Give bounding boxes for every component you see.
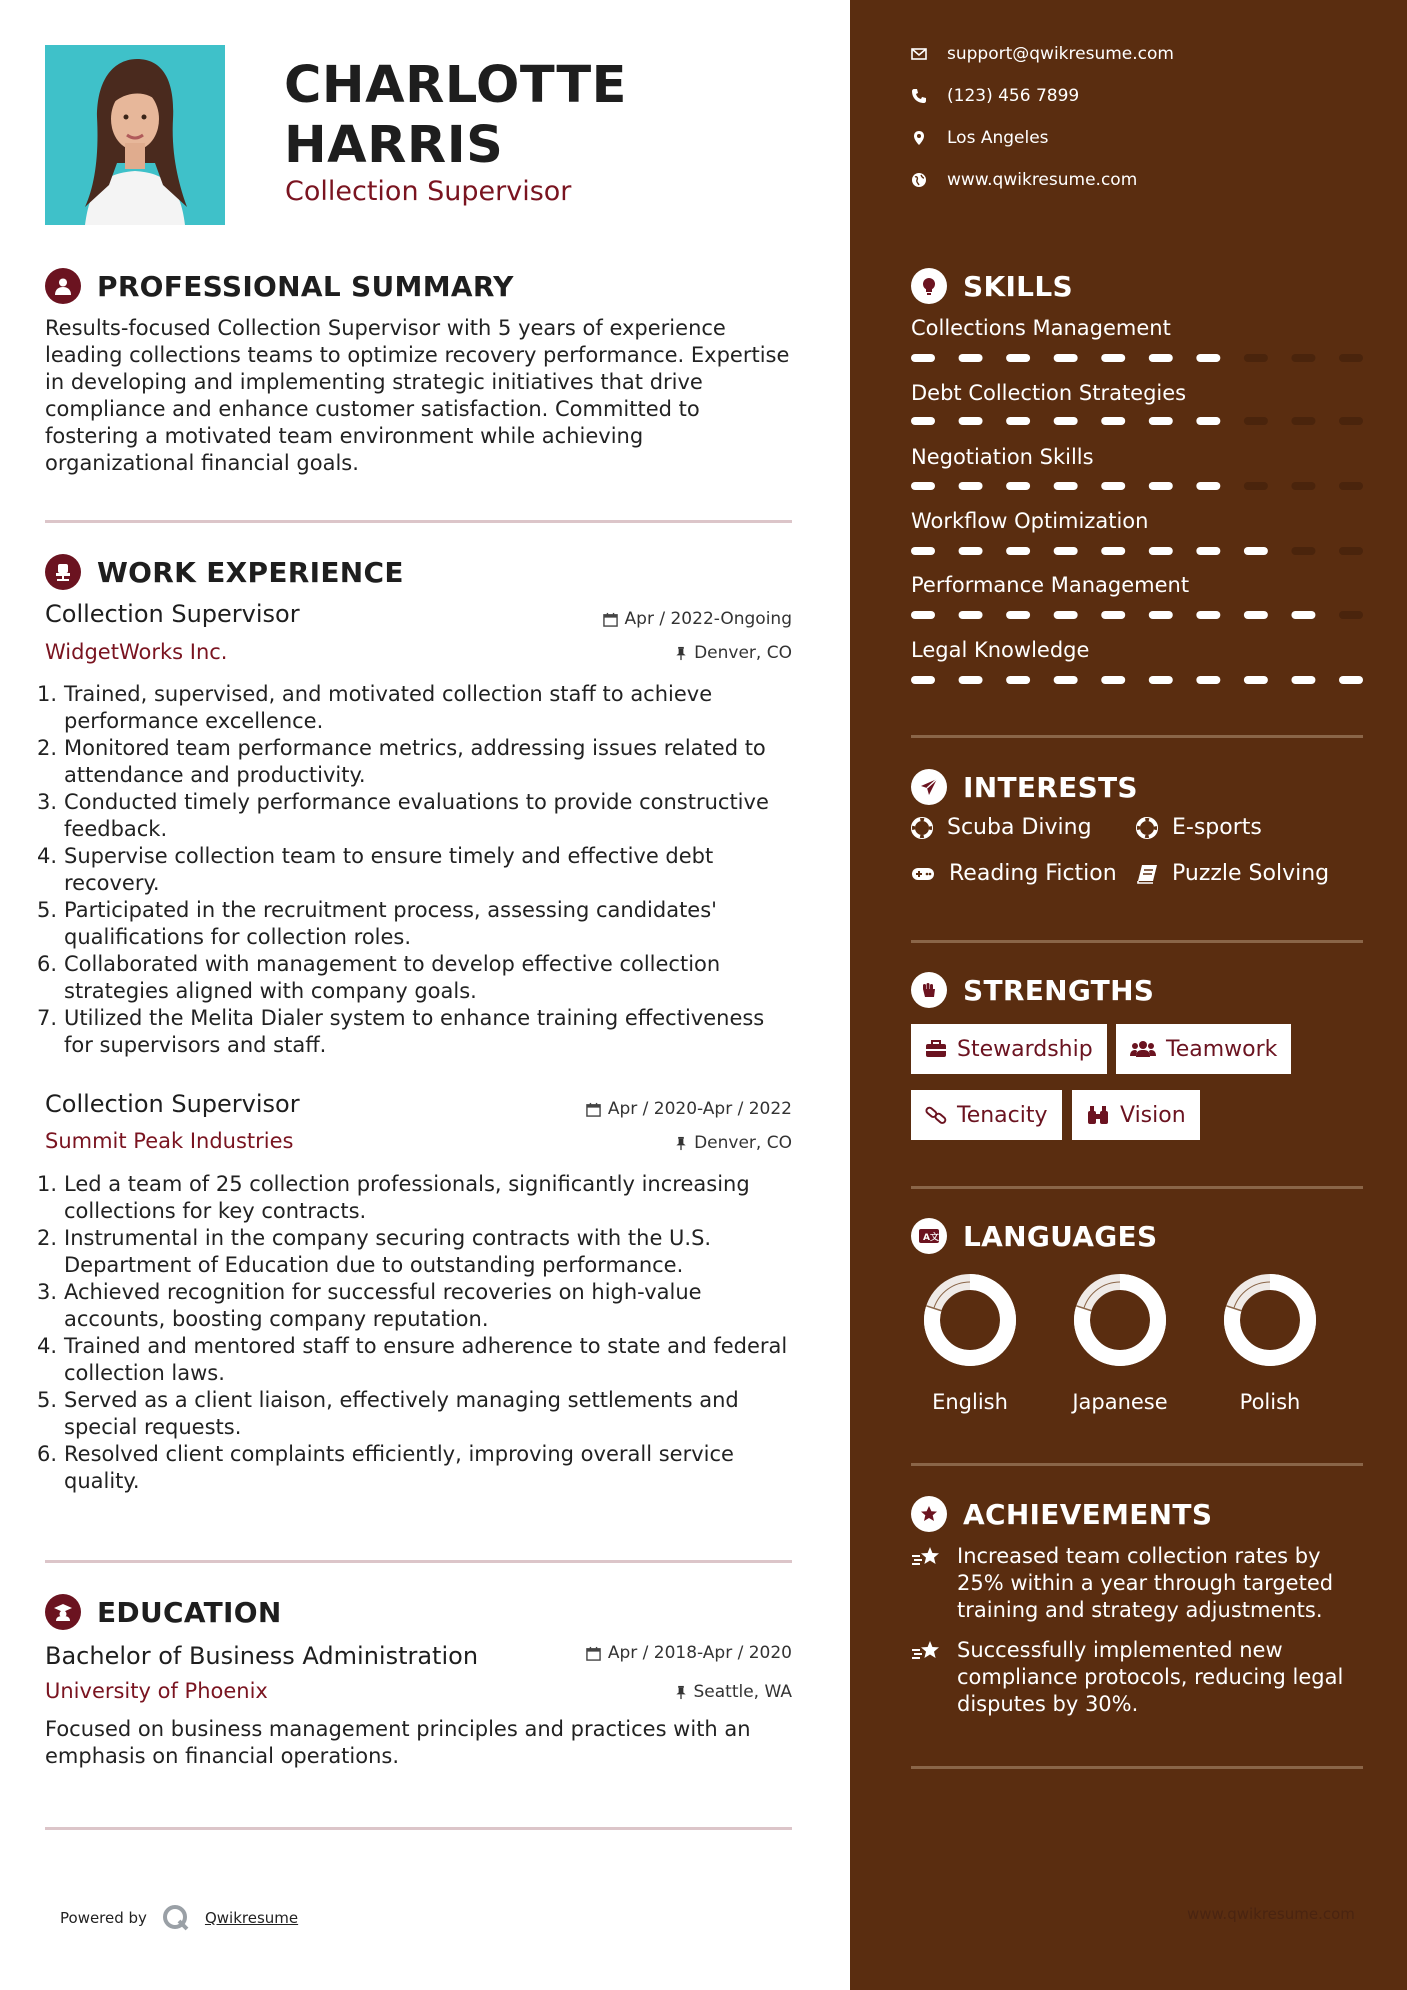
contact-location [911,128,1049,148]
skill-name: Debt Collection Strategies [911,381,1187,405]
skill-segment-empty [1339,417,1363,425]
skill-segment-filled [1196,547,1220,555]
portrait-image [45,45,225,225]
skill-segment-filled [1101,611,1125,619]
skill-segment-filled [911,417,935,425]
powered-by [60,1903,298,1933]
strengths-title: STRENGTHS [963,973,1155,1007]
skill-segment-filled [1149,417,1173,425]
skill-segment-filled [1054,417,1078,425]
list-item: 3. Achieved recognition for successful recoveries on high-value accounts, boosting company reputation. [37,1280,702,1331]
skills-heading [911,268,1073,304]
job-dates-text: Apr / 2022-Ongoing [624,609,792,629]
skill-segment-empty [1244,417,1268,425]
skill-segment-filled [1291,676,1315,684]
skill-segment-filled [1101,547,1125,555]
job-dates [603,609,792,629]
skill-segment-filled [1196,611,1220,619]
svg-text:文: 文 [930,1233,940,1243]
calendar-icon [586,1102,601,1117]
skill-segment-filled [1054,354,1078,362]
profile-photo [45,45,225,225]
star-badge-icon [911,1496,947,1532]
skill-segment-filled [1101,676,1125,684]
language-level-donut [1222,1272,1318,1368]
job-dates [586,1099,792,1119]
summary-heading [45,268,514,304]
skill-segment-empty [1244,482,1268,490]
pin-icon [675,1136,687,1151]
achievements-heading [911,1496,1212,1532]
experience-title: WORK EXPERIENCE [97,555,404,589]
list-item: 5. Participated in the recruitment process, assessing candidates' qualifications for collection roles. [37,898,717,949]
lightbulb-icon [911,268,947,304]
users-icon [1130,1040,1156,1058]
skill-segment-filled [1149,354,1173,362]
strength-tag [1072,1090,1200,1140]
interest-item [1136,861,1329,886]
svg-text:A: A [923,1233,931,1243]
language-name: Japanese [1072,1390,1168,1414]
skill-level-bar [911,675,1363,685]
education-heading [45,1594,282,1630]
skill-segment-empty [1244,354,1268,362]
education-title: EDUCATION [97,1595,282,1629]
link-icon [925,1104,947,1126]
email-text: support@qwikresume.com [947,44,1174,64]
education-location [675,1682,793,1702]
skill-segment-filled [1054,547,1078,555]
interest-item [911,815,1092,840]
skill-segment-filled [959,417,983,425]
job-title: Collection Supervisor [45,1090,300,1118]
skill-segment-empty [1339,547,1363,555]
globe-icon [911,172,927,188]
user-icon [45,268,81,304]
skill-segment-filled [1006,417,1030,425]
shooting-star-icon [911,1545,943,1571]
list-item: 4. Supervise collection team to ensure timely and effective debt recovery. [37,844,714,895]
language-item [1195,1272,1345,1414]
section-divider [911,1766,1363,1769]
interest-item [1136,815,1262,840]
map-marker-icon [911,130,927,146]
calendar-icon [603,612,618,627]
section-divider [45,1560,792,1563]
skill-name: Workflow Optimization [911,509,1149,533]
skill-segment-filled [1006,547,1030,555]
envelope-icon [911,46,927,62]
calendar-icon [586,1646,601,1661]
strength-tag [911,1024,1107,1074]
skill-segment-empty [1291,482,1315,490]
skill-segment-empty [1291,417,1315,425]
job-location-text: Denver, CO [694,643,792,663]
experience-heading [45,554,404,590]
skill-segment-filled [1244,676,1268,684]
language-item [1045,1272,1195,1414]
skill-segment-filled [911,482,935,490]
skill-segment-filled [959,676,983,684]
language-level-donut [922,1272,1018,1368]
phone-text: (123) 456 7899 [947,86,1080,106]
skill-segment-filled [1149,482,1173,490]
contact-website[interactable] [911,170,1137,190]
job-company: Summit Peak Industries [45,1129,294,1153]
skill-segment-filled [1006,611,1030,619]
skill-segment-filled [1101,482,1125,490]
interest-label: E-sports [1172,815,1262,840]
job-dates-text: Apr / 2020-Apr / 2022 [607,1099,792,1119]
skill-segment-filled [911,547,935,555]
list-item: 1. Led a team of 25 collection professionals, significantly increasing collections for key contracts. [37,1172,750,1223]
job-company: WidgetWorks Inc. [45,640,228,664]
list-item: 3. Conducted timely performance evaluations to provide constructive feedback. [37,790,769,841]
skill-level-bar [911,416,1363,426]
skill-segment-filled [1006,482,1030,490]
contact-email[interactable] [911,44,1174,64]
language-item [895,1272,1045,1414]
achievement-item [911,1543,1371,1624]
candidate-name [284,56,627,176]
section-divider [911,940,1363,943]
skill-segment-filled [1196,417,1220,425]
office-chair-icon [45,554,81,590]
summary-text: Results-focused Collection Supervisor with 5 years of experience leading collections teams to optimize recovery performance. Expertise in developing and implementing strategic initiatives that drive compliance and enhance customer satisfaction. Committed to fostering a motivated team environment while achieving organizational financial goals. [45,316,790,475]
skill-segment-filled [1149,547,1173,555]
contact-phone[interactable] [911,86,1079,106]
skill-segment-filled [1196,482,1220,490]
skill-level-bar [911,610,1363,620]
section-divider [911,1463,1363,1466]
section-divider [45,520,792,523]
strength-tag [1116,1024,1291,1074]
skill-name: Legal Knowledge [911,638,1090,662]
skill-segment-empty [1291,547,1315,555]
powered-by-label: Powered by [60,1909,147,1927]
strength-label: Stewardship [957,1036,1093,1062]
strengths-heading [911,972,1154,1008]
last-name: HARRIS [284,116,504,175]
skill-segment-filled [1244,611,1268,619]
skill-level-bar [911,546,1363,556]
skill-segment-filled [1196,354,1220,362]
list-item: 1. Trained, supervised, and motivated collection staff to achieve performance excellence. [37,682,713,733]
job-title: Collection Supervisor [45,600,300,628]
skill-segment-filled [959,611,983,619]
gamepad-icon [911,865,935,883]
education-dates-text: Apr / 2018-Apr / 2020 [607,1643,792,1663]
skill-segment-filled [1149,676,1173,684]
achievement-text: Successfully implemented new compliance protocols, reducing legal disputes by 30%. [957,1638,1344,1716]
achievement-text: Increased team collection rates by 25% within a year through targeted training and strategy adjustments. [957,1544,1334,1622]
list-item: 2. Monitored team performance metrics, addressing issues related to attendance and productivity. [37,736,766,787]
interest-label: Reading Fiction [949,861,1117,886]
paper-plane-icon [911,769,947,805]
candidate-role: Collection Supervisor [285,176,572,207]
language-name: Polish [1239,1390,1301,1414]
skill-segment-empty [1339,482,1363,490]
interests-title: INTERESTS [963,770,1138,804]
list-item: 5. Served as a client liaison, effectively managing settlements and special requests. [37,1388,739,1439]
shooting-star-icon [911,1639,943,1665]
skills-title: SKILLS [963,269,1073,303]
section-divider [911,735,1363,738]
footer-website: www.qwikresume.com [1187,1905,1355,1923]
languages-title: LANGUAGES [963,1219,1158,1253]
location-text: Los Angeles [947,128,1049,148]
job-bullets [37,681,797,1059]
life-ring-icon [1136,817,1158,839]
strength-tag [911,1090,1062,1140]
job-location-text: Denver, CO [694,1133,792,1153]
skill-segment-filled [911,354,935,362]
education-location-text: Seattle, WA [693,1682,792,1702]
summary-title: PROFESSIONAL SUMMARY [97,269,514,303]
skill-segment-empty [1339,611,1363,619]
language-level-donut [1072,1272,1168,1368]
list-item: 7. Utilized the Melita Dialer system to enhance training effectiveness for supervisors and staff. [37,1006,765,1057]
phone-icon [911,88,927,104]
school-name: University of Phoenix [45,1679,268,1703]
section-divider [911,1186,1363,1189]
interest-item [911,861,1117,886]
binoculars-icon [1086,1105,1110,1125]
list-item: 6. Collaborated with management to develop effective collection strategies aligned with company goals. [37,952,721,1003]
graduate-icon [45,1594,81,1630]
qwikresume-link[interactable]: Qwikresume [204,1909,299,1927]
section-divider [45,1827,792,1830]
skill-segment-filled [1291,611,1315,619]
strength-label: Tenacity [957,1102,1048,1128]
skill-segment-filled [1054,676,1078,684]
language-icon [911,1218,947,1254]
list-item: 2. Instrumental in the company securing contracts with the U.S. Department of Education due to outstanding performance. [37,1226,712,1277]
skill-name: Performance Management [911,573,1190,597]
skill-segment-filled [1244,547,1268,555]
job-bullets [37,1171,797,1495]
languages-heading [911,1218,1157,1254]
skill-segment-filled [1006,676,1030,684]
skill-level-bar [911,481,1363,491]
skill-segment-filled [1196,676,1220,684]
skill-segment-filled [959,482,983,490]
interest-label: Puzzle Solving [1172,861,1330,886]
degree-title: Bachelor of Business Administration [45,1642,479,1670]
achievements-title: ACHIEVEMENTS [963,1497,1213,1531]
skill-segment-filled [1101,354,1125,362]
skill-segment-filled [1054,482,1078,490]
pin-icon [675,646,687,661]
list-item: 6. Resolved client complaints efficiently, improving overall service quality. [37,1442,734,1493]
skill-name: Collections Management [911,316,1171,340]
skill-segment-empty [1291,354,1315,362]
skill-segment-filled [1006,354,1030,362]
interest-label: Scuba Diving [947,815,1092,840]
language-name: English [932,1390,1008,1414]
briefcase-icon [925,1040,947,1058]
strength-label: Teamwork [1166,1036,1278,1062]
skill-segment-empty [1339,354,1363,362]
book-icon [1136,864,1158,884]
strength-label: Vision [1120,1102,1186,1128]
achievement-item [911,1637,1371,1718]
skill-segment-filled [1054,611,1078,619]
skill-segment-filled [959,354,983,362]
list-item: 4. Trained and mentored staff to ensure adherence to state and federal collection laws. [37,1334,788,1385]
skill-segment-filled [911,611,935,619]
pin-icon [675,1685,687,1700]
skill-segment-filled [1339,676,1363,684]
life-ring-icon [911,817,933,839]
first-name: CHARLOTTE [284,56,627,115]
fist-icon [911,972,947,1008]
education-dates [586,1643,792,1663]
skill-segment-filled [1149,611,1173,619]
interests-heading [911,769,1138,805]
skill-name: Negotiation Skills [911,445,1094,469]
skill-segment-filled [911,676,935,684]
qwikresume-logo-icon [161,1903,191,1933]
website-text: www.qwikresume.com [947,170,1138,190]
skill-level-bar [911,353,1363,363]
job-location [675,1133,792,1153]
skill-segment-filled [1101,417,1125,425]
job-location [675,643,792,663]
education-text: Focused on business management principles and practices with an emphasis on financial operations. [45,1717,751,1768]
skill-segment-filled [959,547,983,555]
